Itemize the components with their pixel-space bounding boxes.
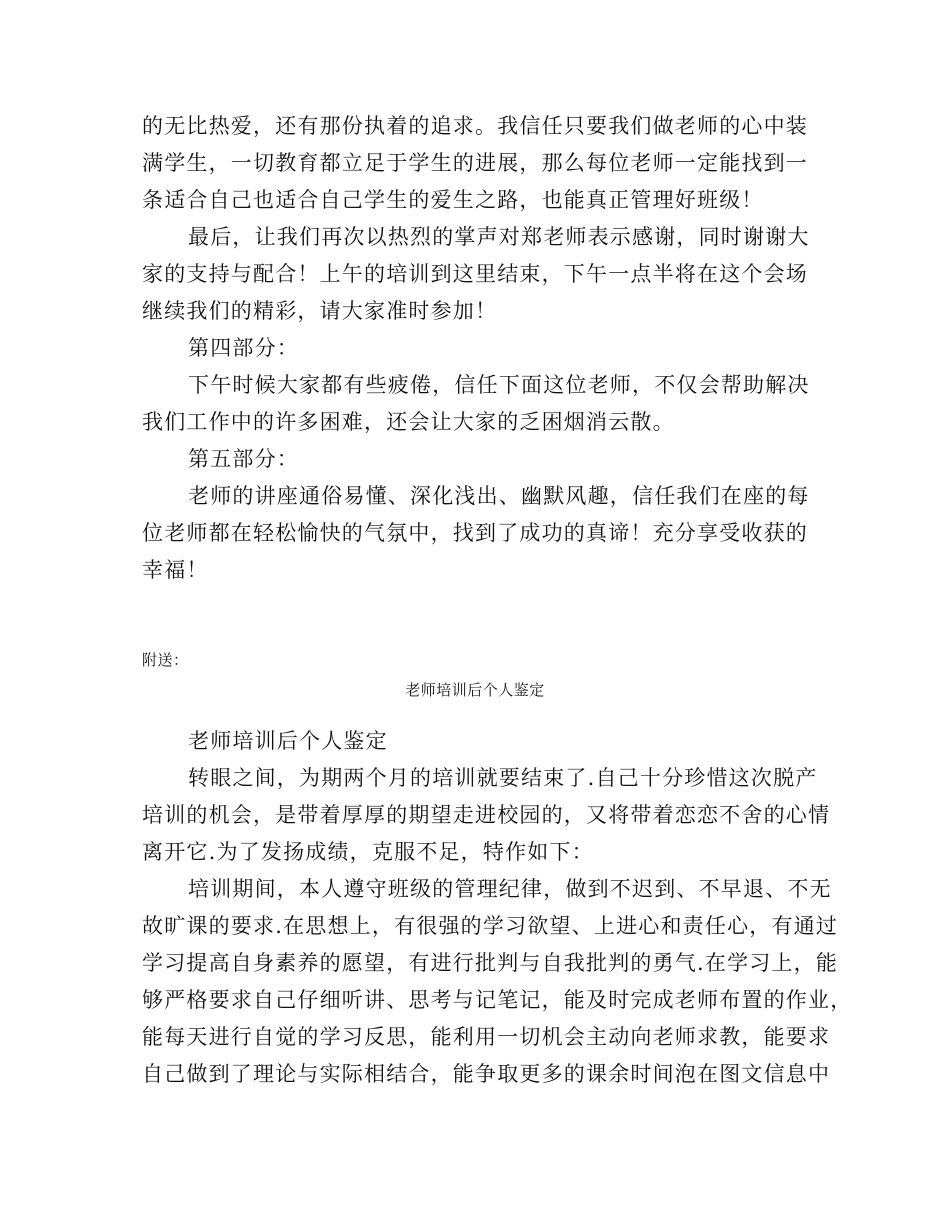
paragraph-line: 家的支持与配合！上午的培训到这里结束，下午一点半将在这个会场: [142, 262, 808, 286]
paragraph-line: 继续我们的精彩，请大家准时参加！: [142, 299, 498, 323]
paragraph-line: 培训的机会，是带着厚厚的期望走进校园的，又将带着恋恋不舍的心情: [142, 803, 831, 827]
paragraph-line: 故旷课的要求.在思想上，有很强的学习欲望、上进心和责任心，有通过: [142, 914, 839, 938]
paragraph-line: 条适合自己也适合自己学生的爱生之路，也能真正管理好班级！: [142, 188, 764, 212]
appendix-subtitle: 老师培训后个人鉴定: [188, 729, 388, 753]
appendix-title: 老师培训后个人鉴定: [405, 681, 545, 699]
paragraph-line: 够严格要求自己仔细听讲、思考与记笔记，能及时完成老师布置的作业，: [142, 988, 853, 1012]
paragraph-line: 离开它.为了发扬成绩，克服不足，特作如下：: [142, 840, 594, 864]
section-heading-part4: 第四部分：: [188, 336, 299, 360]
paragraph-line: 的无比热爱，还有那份执着的追求。我信任只要我们做老师的心中装: [142, 114, 808, 138]
paragraph-line: 满学生，一切教育都立足于学生的进展，那么每位老师一定能找到一: [142, 151, 808, 175]
paragraph-line: 能每天进行自觉的学习反思，能利用一切机会主动向老师求教，能要求: [142, 1025, 831, 1049]
paragraph-line: 培训期间，本人遵守班级的管理纪律，做到不迟到、不早退、不无: [188, 877, 832, 901]
paragraph-line: 我们工作中的许多困难，还会让大家的乏困烟消云散。: [142, 410, 675, 434]
appendix-label: 附送：: [142, 651, 189, 669]
paragraph-line: 位老师都在轻松愉快的气氛中，找到了成功的真谛！充分享受收获的: [142, 521, 808, 545]
paragraph-line: 自己做到了理论与实际相结合，能争取更多的课余时间泡在图文信息中: [142, 1062, 831, 1086]
paragraph-line: 老师的讲座通俗易懂、深化浅出、幽默风趣，信任我们在座的每: [188, 484, 810, 508]
paragraph-line: 转眼之间，为期两个月的培训就要结束了.自己十分珍惜这次脱产: [188, 766, 818, 790]
paragraph-line: 幸福！: [142, 558, 209, 582]
paragraph-line: 学习提高自身素养的愿望，有进行批判与自我批判的勇气.在学习上，能: [142, 951, 839, 975]
paragraph-line: 下午时候大家都有些疲倦，信任下面这位老师，不仅会帮助解决: [188, 373, 810, 397]
section-heading-part5: 第五部分：: [188, 447, 299, 471]
paragraph-line: 最后，让我们再次以热烈的掌声对郑老师表示感谢，同时谢谢大: [188, 225, 810, 249]
